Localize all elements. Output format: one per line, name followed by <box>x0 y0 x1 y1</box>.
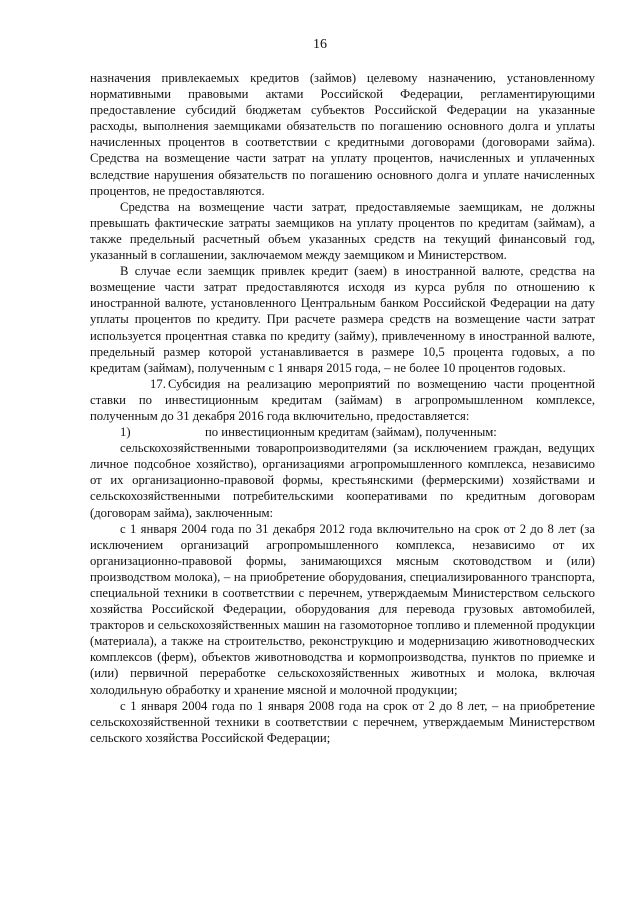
page-number: 16 <box>313 37 327 52</box>
item-17-text: Субсидия на реализацию мероприятий по возмещению части процентной ставки по инвестиционным кредитам (займам) в агропромышленном комплексе, полученным до 31 декабря 2016 года включительно, предоставляется: <box>90 376 595 423</box>
subitem-1 <box>90 424 595 440</box>
paragraph-foreign-currency: В случае если заемщик привлек кредит (заем) в иностранной валюте, средства на возмещение части затрат предоставляются исходя из курса рубля по отношению к иностранной валюте, установленного Центральным банком Российской Федерации на дату уплаты процентов по кредиту. При расчете размера средств на возмещение части затрат используется процентная ставка по кредиту (займу), привлеченному в иностранной валюте, предельный размер которой устанавливается в размере 10,5 процента годовых, а по кредитам (займам), полученным с 1 января 2015 года, – не более 10 процентов годовых. <box>90 264 595 375</box>
subitem-1-text: по инвестиционным кредитам (займам), полученным: <box>205 425 497 440</box>
paragraph-item-17 <box>90 376 595 424</box>
paragraph-continuation: назначения привлекаемых кредитов (займов) целевому назначению, установленному нормативными правовыми актами Российской Федерации, регламентирующими предоставление субсидий бюджетам субъектов Российской Федерации на указанные расходы, выполнения заемщиками обязательств по погашению основного долга и уплаты начисленных процентов в соответствии с кредитными договорами (договорами займа). Средства на возмещение части затрат на уплату процентов, начисленных и уплаченных вследствие нарушения обязательств по погашению основного долга и уплате начисленных процентов, не предоставляются. <box>90 71 595 198</box>
paragraph-2004-2008: с 1 января 2004 года по 1 января 2008 года на срок от 2 до 8 лет, – на приобретение сельскохозяйственной техники в соответствии с перечнем, утверждаемым Министерством сельского хозяйства Российской Федерации; <box>90 698 595 745</box>
paragraph-2004-2012: с 1 января 2004 года по 31 декабря 2012 года включительно на срок от 2 до 8 лет (за исключением организаций агропромышленного комплекса, независимо от их организационно-правовой формы, занимающихся мясным скотоводством и (или) производством молока), – на приобретение оборудования, специализированного транспорта, специальной техники в соответствии с перечнем, утверждаемым Министерством сельского хозяйства Российской Федерации, оборудования для перевода грузовых автомобилей, тракторов и сельскохозяйственных машин на газомоторное топливо и племенной продукции (материала), а также на строительство, реконструкцию и модернизацию животноводческих комплексов (ферм), объектов животноводства и кормопроизводства, пунктов по приемке и (или) первичной переработке сельскохозяйственных животных и молока, включая холодильную обработку и хранение мясной и молочной продукции; <box>90 521 595 697</box>
item-17-number: 17. <box>150 376 166 391</box>
paragraph-limit-of-compensation: Средства на возмещение части затрат, предоставляемые заемщикам, не должны превышать фактические затраты заемщиков на уплату процентов по кредитам (займам), а также предельный расчетный объем указанных средств на текущий финансовый год, указанный в соглашении, заключаемом между заемщиком и Министерством. <box>90 199 595 263</box>
paragraph-recipients: сельскохозяйственными товаропроизводителями (за исключением граждан, ведущих личное подсобное хозяйство), организациями агропромышленного комплекса, независимо от их организационно-правовой формы, крестьянскими (фермерскими) хозяйствами и сельскохозяйственными потребительскими кооперативами по кредитным договорам (договорам займа), заключенным: <box>90 441 595 520</box>
subitem-1-number: 1) <box>120 425 131 440</box>
document-body <box>90 70 595 746</box>
